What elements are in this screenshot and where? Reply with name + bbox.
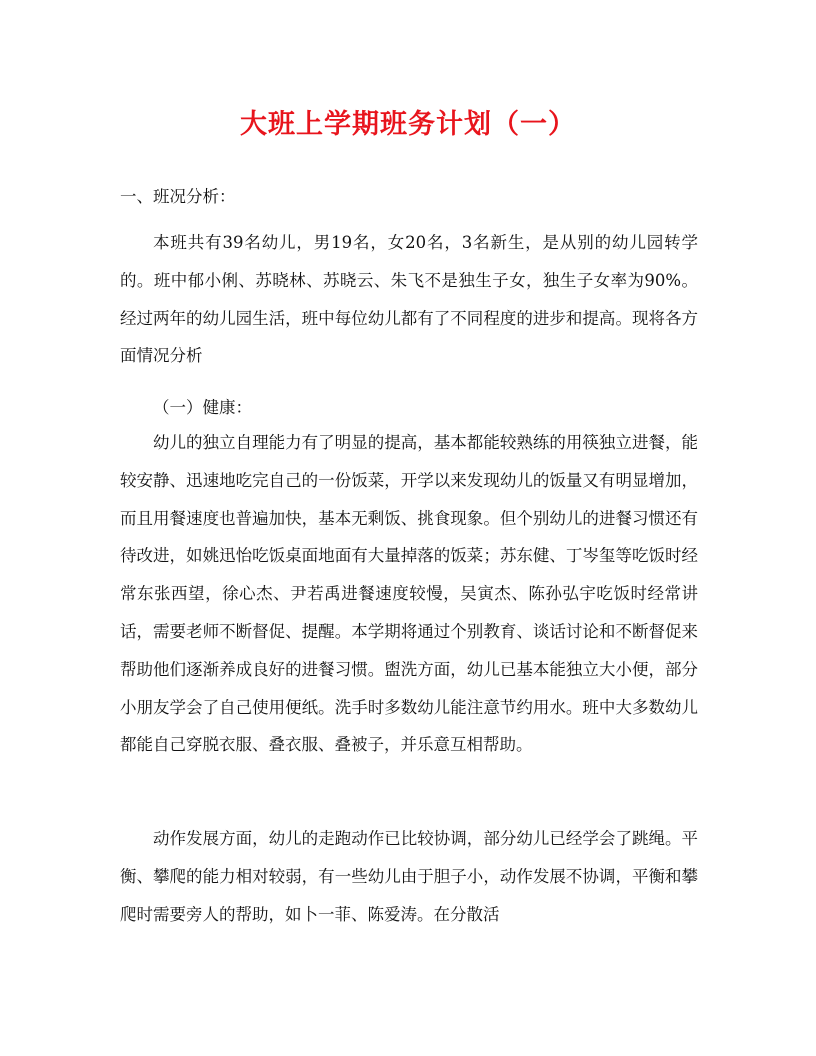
paragraph-motor-development: 动作发展方面，幼儿的走跑动作已比较协调，部分幼儿已经学会了跳绳。平衡、攀爬的能力相对较弱，有一些幼儿由于胆子小，动作发展不协调，平衡和攀爬时需要旁人的帮助，如卜一菲、陈爱涛。在分散活 [120,829,698,924]
document-title: 大班上学期班务计划（一） [240,109,576,140]
subheading-health: （一）健康： [153,398,252,417]
paragraph-class-overview: 本班共有39名幼儿，男19名，女20名，3名新生，是从别的幼儿园转学的。班中郁小俐、苏晓林、苏晓云、朱飞不是独生子女，独生子女率为90%。经过两年的幼儿园生活，班中每位幼儿都有了不同程度的进步和提高。现将各方面情况分析 [120,233,698,366]
paragraph-health-selfcare: 幼儿的独立自理能力有了明显的提高，基本都能较熟练的用筷独立进餐，能较安静、迅速地吃完自己的一份饭菜，开学以来发现幼儿的饭量又有明显增加，而且用餐速度也普遍加快，基本无剩饭、挑食现象。但个别幼儿的进餐习惯还有待改进，如姚迅怡吃饭桌面地面有大量掉落的饭菜；苏东健、丁岑玺等吃饭时经常东张西望，徐心杰、尹若禹进餐速度较慢，吴寅杰、陈孙弘宇吃饭时经常讲话，需要老师不断督促、提醒。本学期将通过个别教育、谈话讨论和不断督促来帮助他们逐渐养成良好的进餐习惯。盥洗方面，幼儿已基本能独立大小便，部分小朋友学会了自己使用便纸。洗手时多数幼儿能注意节约用水。班中大多数幼儿都能自己穿脱衣服、叠衣服、叠被子，并乐意互相帮助。 [120,433,698,755]
section-heading: 一、班况分析： [120,187,236,206]
